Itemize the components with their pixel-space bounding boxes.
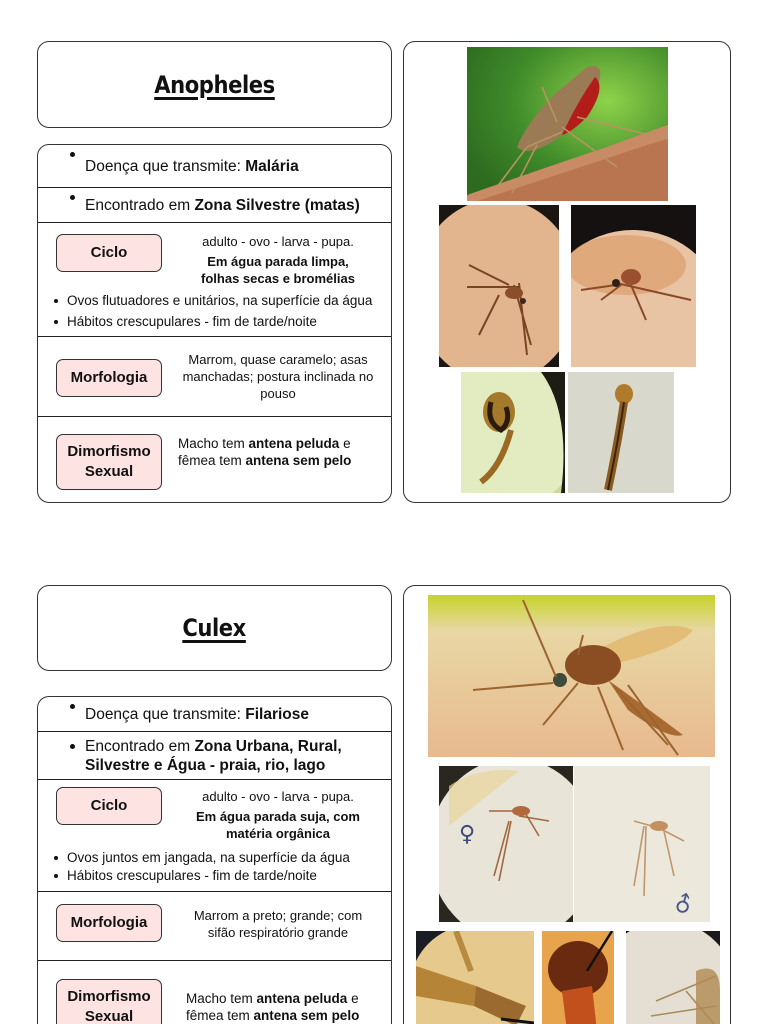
bullet-icon <box>54 320 58 324</box>
cycle-row <box>38 223 391 337</box>
cycle-stages: adulto - ovo - larva - pupa. Em água parada limpa, folhas secas e bromélias <box>201 234 355 286</box>
male-symbol-icon: ♂ <box>669 889 699 921</box>
disease-row <box>38 145 391 188</box>
bullet-icon <box>70 704 75 709</box>
microscope-female-photo <box>439 766 573 922</box>
culex-title-card <box>37 585 392 671</box>
morphology-row <box>38 892 391 961</box>
disease-row: Doença que transmite: Filariose <box>38 697 391 732</box>
larva-microscope-photo <box>568 372 674 493</box>
found-label: Encontrado em <box>85 196 195 214</box>
pupa-microscope-photo <box>461 372 565 493</box>
list-item: Hábitos crescupulares - fim de tarde/noite <box>54 313 372 331</box>
list-item: Ovos juntos em jangada, na superfície da água <box>54 849 350 867</box>
morphology-text: Marrom, quase caramelo; asas manchadas; postura inclinada no pouso <box>182 352 374 401</box>
list-item: Hábitos crescupulares - fim de tarde/noite <box>54 867 350 885</box>
disease-label: Doença que transmite: <box>85 157 246 175</box>
cycle-label: Ciclo <box>56 234 162 272</box>
cycle-bullets <box>54 849 350 885</box>
morphology-text: Marrom a preto; grande; com sifão respiratório grande <box>193 908 363 940</box>
siphon-microscope-photo <box>416 931 534 1024</box>
genus-title: Culex <box>182 614 247 642</box>
microscope-adult-male-photo <box>571 205 696 367</box>
anopheles-title-card <box>37 41 392 128</box>
morphology-row <box>38 337 391 417</box>
dimorphism-row <box>38 961 391 1024</box>
culex-info-card <box>37 696 392 1024</box>
dimorphism-row <box>38 417 391 503</box>
bullet-icon <box>54 874 58 878</box>
bullet-icon <box>70 195 75 200</box>
bullet-icon <box>54 299 58 303</box>
pupa-microscope-photo-2 <box>542 931 614 1024</box>
anopheles-image-card <box>403 41 731 503</box>
morphology-label: Morfologia <box>56 359 162 397</box>
cycle-stages: adulto - ovo - larva - pupa. Em água parada suja, com matéria orgânica <box>195 789 360 841</box>
culex-image-card <box>403 585 731 1024</box>
bullet-icon <box>70 744 75 749</box>
adult-mosquito-on-skin-photo <box>428 595 715 757</box>
antenna-microscope-photo <box>626 931 720 1024</box>
adult-mosquito-feeding-photo <box>467 47 668 201</box>
anopheles-info-card <box>37 144 392 503</box>
cycle-label: Ciclo <box>56 787 162 825</box>
dimorphism-label: Dimorfismo Sexual <box>56 434 162 490</box>
dimorphism-label: Dimorfismo Sexual <box>56 979 162 1024</box>
cycle-bullets <box>54 292 372 331</box>
habitat-row: Encontrado em Zona Urbana, Rural, Silvestre e Água - praia, rio, lago <box>38 732 391 780</box>
genus-title: Anopheles <box>154 70 275 99</box>
disease-value: Filariose <box>245 705 310 723</box>
habitat-row <box>38 188 391 223</box>
bullet-icon <box>70 152 75 157</box>
dimorphism-text: Macho tem antena peluda e fêmea tem antena sem pelo <box>178 436 352 468</box>
microscope-male-photo <box>574 766 710 922</box>
cycle-row <box>38 780 391 892</box>
dimorphism-text: Macho tem antena peluda e fêmea tem antena sem pelo <box>186 991 360 1023</box>
list-item: Ovos flutuadores e unitários, na superfície da água <box>54 292 372 310</box>
microscope-adult-female-photo <box>439 205 559 367</box>
female-symbol-icon: ♀ <box>459 822 476 847</box>
bullet-icon <box>54 856 58 860</box>
found-value: Zona Silvestre (matas) <box>194 196 360 214</box>
morphology-label: Morfologia <box>56 904 162 942</box>
disease-value: Malária <box>245 157 299 175</box>
